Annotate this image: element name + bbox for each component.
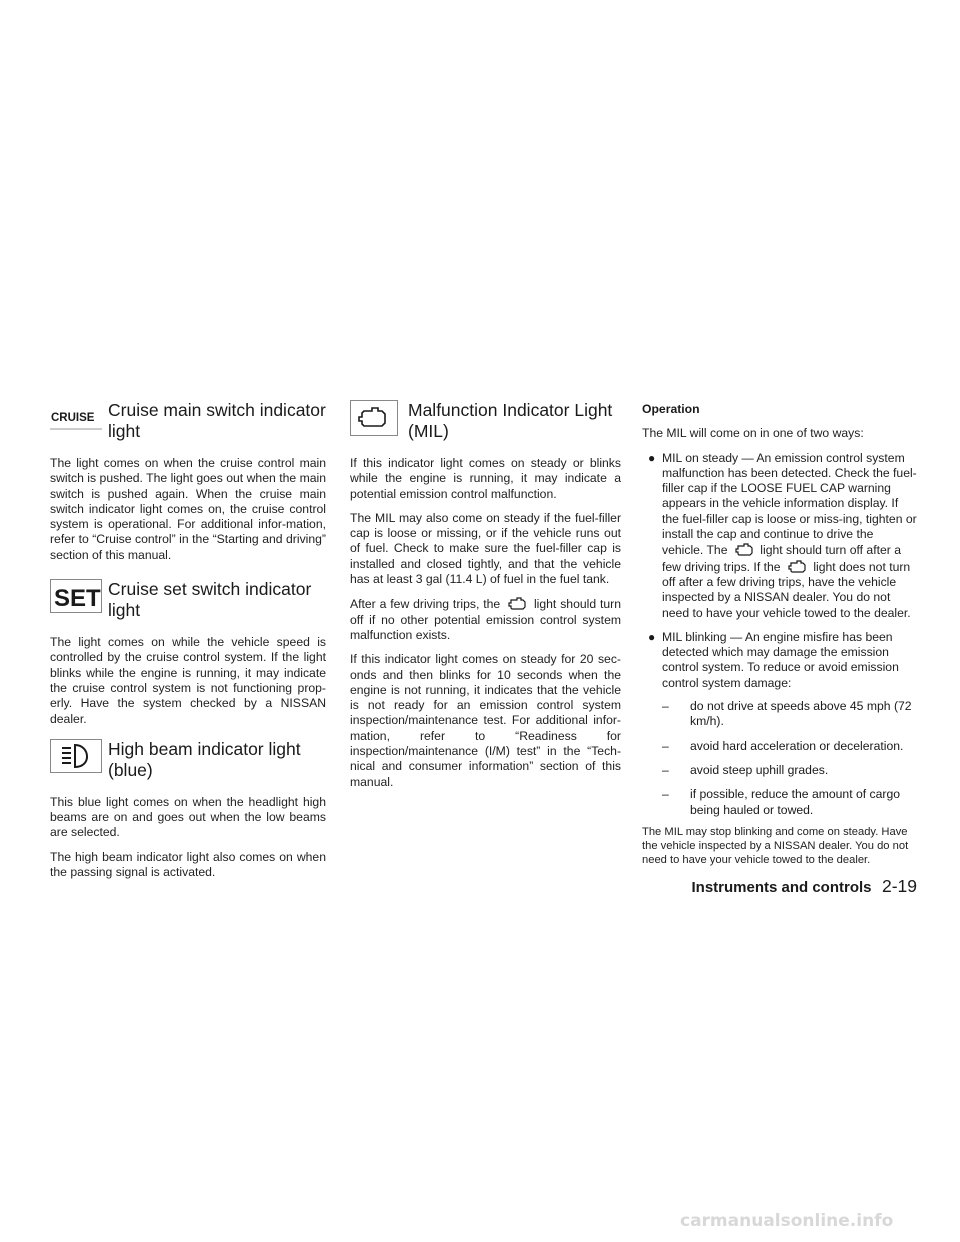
bullet-marker: ● — [648, 629, 656, 644]
dash-marker: – — [662, 699, 669, 714]
dash-text: do not drive at speeds above 45 mph (72 km/h). — [690, 699, 912, 729]
dash-marker: – — [662, 738, 669, 753]
section-title: Cruise set switch indicator light — [108, 579, 312, 621]
right-column — [642, 400, 917, 876]
cruise-main-header — [50, 400, 326, 450]
text-span: MIL on steady — An emission control system malfunction has been detected. Check the fuel-filler cap if the LOOSE FUEL CAP warning appears in the vehicle information display. If the fuel-filler cap is loose or miss-ing, tighten or install the cap and continue to drive the vehicle. The — [662, 450, 917, 558]
body-text: The light comes on while the vehicle speed is controlled by the cruise control system. If the light blinks while the engine is running, it may indicate the cruise control system is not functioning prop-erly. Have the system checked by a NISSAN dealer. — [50, 635, 326, 726]
bullet-list — [642, 451, 917, 818]
watermark-logo — [680, 1208, 950, 1232]
high-beam-header — [50, 739, 326, 789]
body-text: The light comes on when the cruise control main switch is pushed. The light goes out when the main switch is pushed again. When the cruise main switch indicator light comes on, the cruise control system is operational. For additional infor-mation, refer to “Cruise control” in the “Starting and driving” section of this manual. — [50, 456, 326, 562]
engine-icon — [786, 559, 808, 573]
dash-text: avoid steep uphill grades. — [690, 762, 829, 777]
high-beam-icon — [50, 739, 102, 773]
svg-text:carmanualsonline.info: carmanualsonline.info — [680, 1211, 894, 1231]
page-footer — [691, 876, 917, 897]
body-text: If this indicator light comes on steady for 20 sec-onds and then blinks for 10 seconds when the engine is not running, it indicates that the vehicle is not ready for an emission control system inspection/maintenance test. For additional infor-mation, refer to “Readiness for inspection/maintenance (I/M) test” in the “Tech-nical and consumer information” section of this manual. — [350, 652, 621, 789]
left-column — [50, 400, 326, 889]
cruise-set-header — [50, 579, 326, 629]
list-item — [642, 630, 917, 818]
set-icon — [50, 579, 102, 613]
body-text: The MIL may also come on steady if the fuel-filler cap is loose or missing, or if the vehicle runs out of fuel. Check to make sure the fuel-filler cap is installed and closed tightly, and that the vehicle has at least 3 gal (11.4 L) of fuel in the fuel tank. — [350, 510, 621, 587]
text-span: light does not turn off after a few driving trips, have the vehicle inspected by a NISSAN dealer. You do not need to have your vehicle towed to the dealer. — [662, 559, 911, 620]
body-text: The MIL will come on in one of two ways: — [642, 426, 864, 441]
mil-header — [350, 400, 621, 450]
section-title: High beam indicator light (blue) — [108, 738, 301, 780]
dash-item — [662, 787, 917, 818]
operation-heading: Operation — [642, 402, 700, 416]
section-title: Malfunction Indicator Light (MIL) — [408, 400, 613, 441]
body-text: If this indicator light comes on steady or blinks while the engine is running, it may indicate a potential emission control malfunction. — [350, 456, 621, 501]
section-title: Cruise main switch indicator light — [108, 400, 326, 441]
engine-icon — [733, 542, 755, 556]
body-text — [350, 596, 621, 643]
dash-text: avoid hard acceleration or deceleration. — [690, 738, 904, 753]
cruise-icon — [50, 400, 102, 430]
dash-item — [662, 739, 917, 754]
middle-column — [350, 400, 621, 799]
list-item — [642, 451, 917, 621]
bullet-marker: ● — [648, 450, 656, 465]
dash-list — [662, 699, 917, 818]
dash-item — [662, 763, 917, 778]
footer-section-title: Instruments and controls — [691, 879, 872, 896]
body-text — [662, 451, 917, 621]
body-text: MIL blinking — An engine misfire has been detected which may damage the emission control system. To reduce or avoid emission control system damage: — [662, 629, 899, 690]
body-text: The high beam indicator light also comes on when the passing signal is activated. — [50, 849, 326, 880]
dash-item — [662, 699, 917, 730]
dash-marker: – — [662, 787, 669, 802]
body-text: This blue light comes on when the headlight high beams are on and goes out when the low beams are selected. — [50, 794, 326, 840]
page-number: 2-19 — [881, 876, 917, 896]
text-span: light should turn off after a few driving trips. If the — [662, 543, 901, 574]
dash-marker: – — [662, 762, 669, 777]
text-span: light should turn off if no other potential emission control system malfunction exists. — [350, 597, 621, 642]
text-span: After a few driving trips, the — [350, 597, 501, 612]
dash-text: if possible, reduce the amount of cargo being hauled or towed. — [690, 787, 901, 817]
note-text: The MIL may stop blinking and come on steady. Have the vehicle inspected by a NISSAN dealer. You do not need to have your vehicle towed to the dealer. — [642, 825, 909, 866]
engine-icon — [506, 596, 528, 610]
svg-text:SET: SET — [54, 585, 101, 613]
engine-icon — [350, 400, 398, 436]
svg-text:CRUISE: CRUISE — [51, 412, 95, 424]
